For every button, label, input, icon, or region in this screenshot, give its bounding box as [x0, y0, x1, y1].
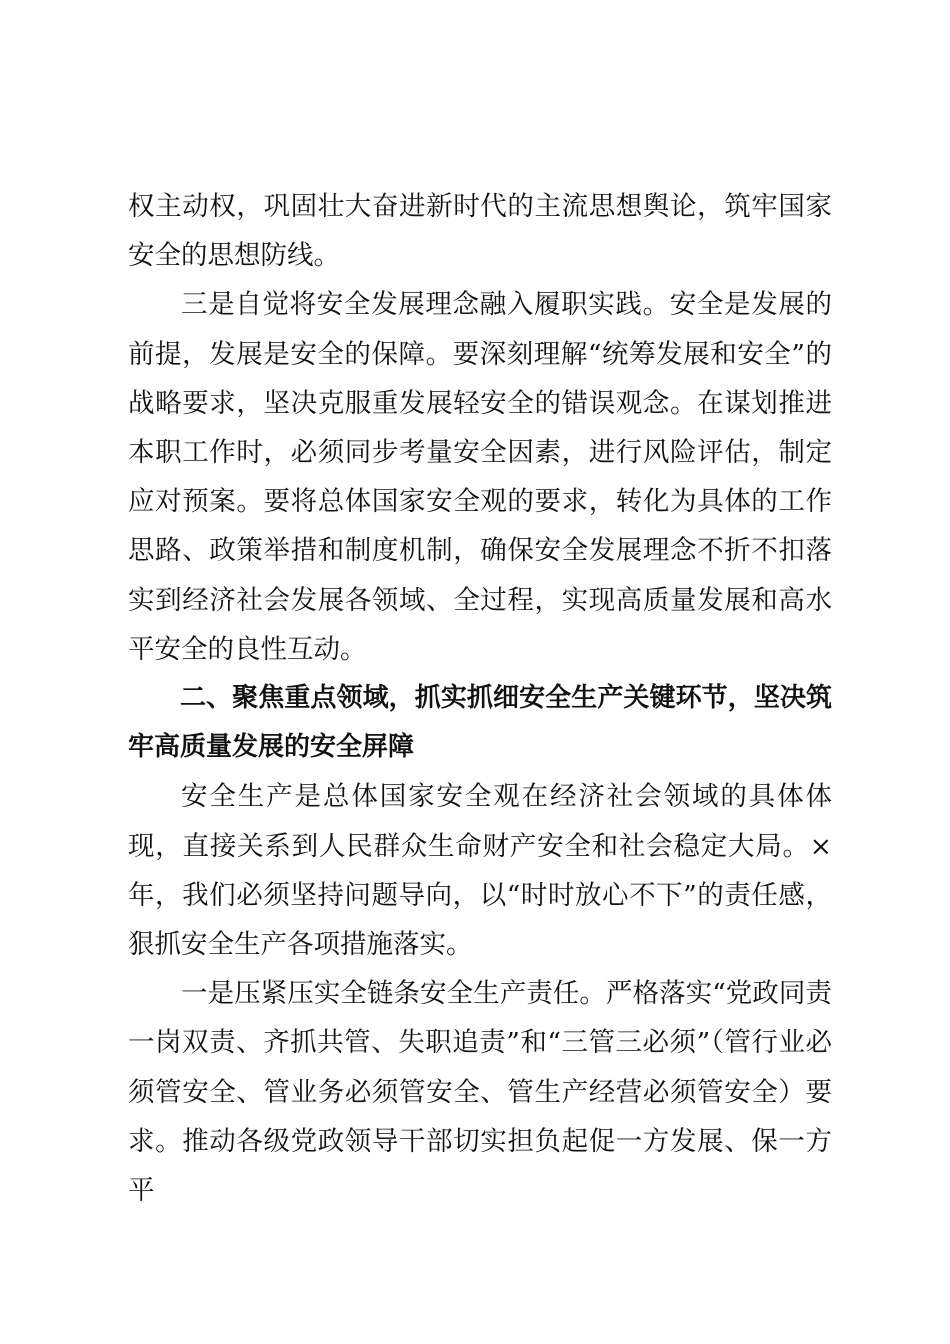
- paragraph-point-one: 一是压紧压实全链条安全生产责任。严格落实“党政同责一岗双责、齐抓共管、失职追责”和“三管三必须”（管行业必须管安全、管业务必须管安全、管生产经营必须管安全）要求。推动各级党政领导干部切实担负起促一方发展、保一方平: [128, 978, 832, 1207]
- document-body: [128, 182, 832, 1215]
- section-heading-two: 二、聚焦重点领域，抓实抓细安全生产关键环节，坚决筑牢高质量发展的安全屏障: [128, 683, 832, 763]
- paragraph-point-three: 三是自觉将安全发展理念融入履职实践。安全是发展的前提，发展是安全的保障。要深刻理解“统筹发展和安全”的战略要求，坚决克服重发展轻安全的错误观念。在谋划推进本职工作时，必须同步考量安全因素，进行风险评估，制定应对预案。要将总体国家安全观的要求，转化为具体的工作思路、政策举措和制度机制，确保安全发展理念不折不扣落实到经济社会发展各领域、全过程，实现高质量发展和高水平安全的良性互动。: [128, 289, 832, 665]
- paragraph-continuation: 权主动权，巩固壮大奋进新时代的主流思想舆论，筑牢国家安全的思想防线。: [128, 191, 832, 272]
- paragraph-section-intro: 安全生产是总体国家安全观在经济社会领域的具体体现，直接关系到人民群众生命财产安全和社会稳定大局。×年，我们必须坚持问题导向，以“时时放心不下”的责任感，狠抓安全生产各项措施落实。: [128, 781, 832, 961]
